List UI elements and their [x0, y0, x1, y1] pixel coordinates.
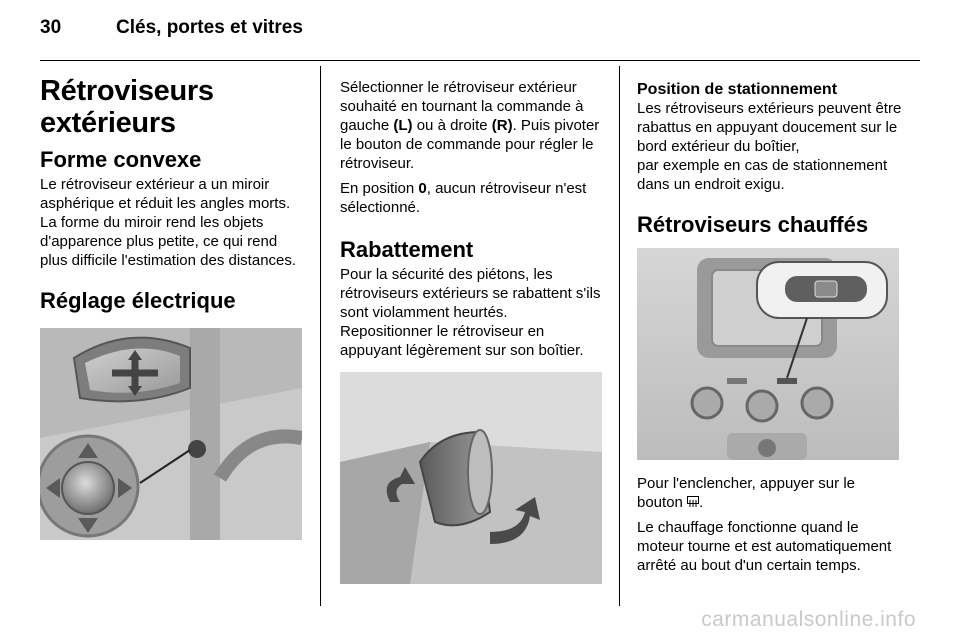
parking-paragraph-1: Les rétroviseurs extérieurs peuvent être rabattus en appuyant doucement sur le bord extérieur du boîtier, [637, 100, 902, 155]
subsection-electric-title: Réglage électrique [40, 288, 236, 313]
column-3 [637, 80, 902, 581]
column-divider-1 [320, 66, 321, 606]
section-title: Rétroviseurs extérieurs [40, 75, 214, 139]
right-label: (R) [491, 117, 513, 134]
left-label: (L) [393, 117, 413, 134]
subsection-heated-title: Rétroviseurs chauffés [637, 212, 869, 237]
header-rule [40, 60, 920, 61]
select-mirror-text-b: ou à droite [412, 117, 492, 134]
subsection-convex-title: Forme convexe [40, 147, 202, 172]
position-zero-text-b: , aucun rétroviseur n'est sélectionné. [340, 180, 587, 216]
convex-paragraph: Le rétroviseur extérieur a un miroir asphérique et réduit les angles morts. La forme du miroir rend les objets d'apparence plus petite, ce qui rend plus difficile l'estimation des distances. [40, 176, 297, 269]
select-mirror-paragraph [340, 78, 604, 173]
heated-paragraph-1 [637, 474, 902, 512]
mirror-control-illustration [40, 328, 302, 540]
page-number: 30 [40, 17, 62, 38]
mirror-heat-icon [687, 496, 699, 508]
watermark: carmanualsonline.info [701, 608, 916, 631]
heated-paragraph-2: Le chauffage fonctionne quand le moteur tourne et est automatiquement arrêté au bout d'un certain temps. [637, 519, 892, 574]
heated-text-b: . [699, 494, 704, 511]
folding-figure [340, 372, 604, 584]
chapter-title: Clés, portes et vitres [116, 17, 303, 38]
select-mirror-text-a: Sélectionner le rétroviseur extérieur souhaité en tournant la commande à gauche [340, 79, 584, 134]
heated-mirror-button-illustration [637, 248, 899, 460]
column-1 [40, 63, 304, 540]
subsection-parking-title: Position de stationnement [637, 81, 838, 98]
select-mirror-text-c: . Puis pivoter le bouton de commande pour régler le rétroviseur. [340, 117, 600, 172]
electric-adjust-figure [40, 328, 304, 540]
position-zero-paragraph [340, 179, 604, 217]
heated-figure [637, 248, 902, 460]
heated-text-a: Pour l'enclencher, appuyer sur le bouton [637, 475, 855, 511]
position-zero-text-a: En position [340, 180, 419, 197]
parking-paragraph-2: par exemple en cas de stationnement dans un endroit exigu. [637, 157, 888, 193]
column-2 [340, 78, 604, 584]
mirror-fold-illustration [340, 372, 602, 584]
column-divider-2 [619, 66, 620, 606]
subsection-folding-title: Rabattement [340, 237, 474, 262]
folding-paragraph: Pour la sécurité des piétons, les rétroviseurs extérieurs se rabattent s'ils sont violamment heurtés. Repositionner le rétroviseur en appuyant légèrement sur son boîtier. [340, 266, 601, 359]
zero-label: 0 [418, 180, 427, 197]
